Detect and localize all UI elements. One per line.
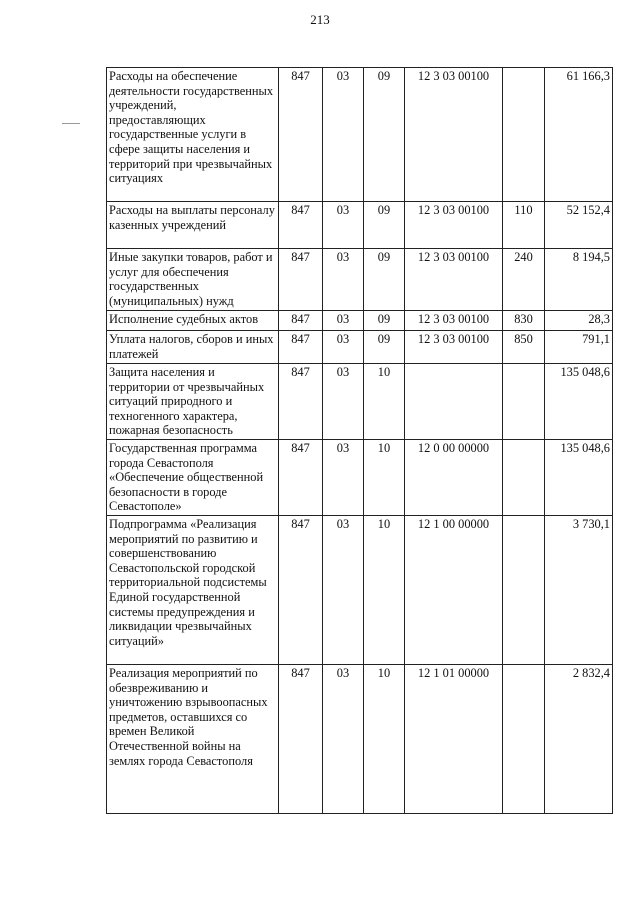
table-row <box>107 331 613 364</box>
cell-subsection: 10 <box>364 440 405 516</box>
cell-grbs: 847 <box>279 249 323 311</box>
cell-name: Уплата налогов, сборов и иных платежей <box>107 331 279 364</box>
cell-section: 03 <box>323 665 364 814</box>
cell-name: Расходы на выплаты персоналу казенных учреждений <box>107 202 279 249</box>
cell-subsection: 09 <box>364 202 405 249</box>
cell-target-article: 12 3 03 00100 <box>405 331 503 364</box>
cell-target-article: 12 1 00 00000 <box>405 516 503 665</box>
cell-grbs: 847 <box>279 364 323 440</box>
cell-name: Иные закупки товаров, работ и услуг для обеспечения государственных (муниципальных) нужд <box>107 249 279 311</box>
cell-name: Подпрограмма «Реализация мероприятий по развитию и совершенствованию Севастопольской городской территориальной подсистемы Единой государственной системы предупреждения и ликвидации чрезвычайных ситуаций» <box>107 516 279 665</box>
table-row <box>107 665 613 814</box>
cell-amount: 8 194,5 <box>545 249 613 311</box>
cell-target-article: 12 3 03 00100 <box>405 311 503 331</box>
table-row <box>107 202 613 249</box>
cell-name: Расходы на обеспечение деятельности государственных учреждений, предоставляющих государственные услуги в сфере защиты населения и территорий при чрезвычайных ситуациях <box>107 68 279 202</box>
cell-amount: 28,3 <box>545 311 613 331</box>
cell-target-article: 12 1 01 00000 <box>405 665 503 814</box>
budget-table <box>106 67 613 814</box>
cell-expense-type <box>503 516 545 665</box>
cell-target-article: 12 3 03 00100 <box>405 249 503 311</box>
cell-target-article: 12 0 00 00000 <box>405 440 503 516</box>
margin-mark <box>62 123 80 124</box>
table-row <box>107 440 613 516</box>
cell-subsection: 09 <box>364 331 405 364</box>
cell-subsection: 09 <box>364 249 405 311</box>
cell-name: Исполнение судебных актов <box>107 311 279 331</box>
cell-subsection: 10 <box>364 364 405 440</box>
cell-subsection: 10 <box>364 516 405 665</box>
cell-grbs: 847 <box>279 516 323 665</box>
cell-target-article: 12 3 03 00100 <box>405 68 503 202</box>
table-row <box>107 364 613 440</box>
cell-amount: 2 832,4 <box>545 665 613 814</box>
cell-grbs: 847 <box>279 202 323 249</box>
cell-section: 03 <box>323 516 364 665</box>
cell-section: 03 <box>323 202 364 249</box>
cell-amount: 3 730,1 <box>545 516 613 665</box>
cell-grbs: 847 <box>279 331 323 364</box>
page-number: 213 <box>310 12 330 27</box>
table-row <box>107 249 613 311</box>
cell-expense-type: 240 <box>503 249 545 311</box>
cell-section: 03 <box>323 440 364 516</box>
cell-grbs: 847 <box>279 311 323 331</box>
cell-subsection: 09 <box>364 68 405 202</box>
cell-amount: 61 166,3 <box>545 68 613 202</box>
cell-expense-type <box>503 364 545 440</box>
cell-expense-type <box>503 440 545 516</box>
cell-subsection: 09 <box>364 311 405 331</box>
cell-section: 03 <box>323 364 364 440</box>
cell-section: 03 <box>323 68 364 202</box>
cell-amount: 52 152,4 <box>545 202 613 249</box>
cell-target-article: 12 3 03 00100 <box>405 202 503 249</box>
cell-expense-type <box>503 68 545 202</box>
cell-section: 03 <box>323 249 364 311</box>
cell-name: Государственная программа города Севастополя «Обеспечение общественной безопасности в городе Севастополе» <box>107 440 279 516</box>
cell-amount: 791,1 <box>545 331 613 364</box>
cell-expense-type: 110 <box>503 202 545 249</box>
cell-expense-type: 850 <box>503 331 545 364</box>
cell-subsection: 10 <box>364 665 405 814</box>
table-row <box>107 516 613 665</box>
cell-section: 03 <box>323 331 364 364</box>
cell-name: Реализация мероприятий по обезвреживанию и уничтожению взрывоопасных предметов, оставшихся со времен Великой Отечественной войны на землях города Севастополя <box>107 665 279 814</box>
cell-name: Защита населения и территории от чрезвычайных ситуаций природного и техногенного характера, пожарная безопасность <box>107 364 279 440</box>
table-row <box>107 68 613 202</box>
cell-expense-type <box>503 665 545 814</box>
cell-grbs: 847 <box>279 440 323 516</box>
cell-amount: 135 048,6 <box>545 440 613 516</box>
cell-section: 03 <box>323 311 364 331</box>
cell-amount: 135 048,6 <box>545 364 613 440</box>
cell-grbs: 847 <box>279 68 323 202</box>
table-row <box>107 311 613 331</box>
cell-grbs: 847 <box>279 665 323 814</box>
cell-expense-type: 830 <box>503 311 545 331</box>
cell-target-article <box>405 364 503 440</box>
